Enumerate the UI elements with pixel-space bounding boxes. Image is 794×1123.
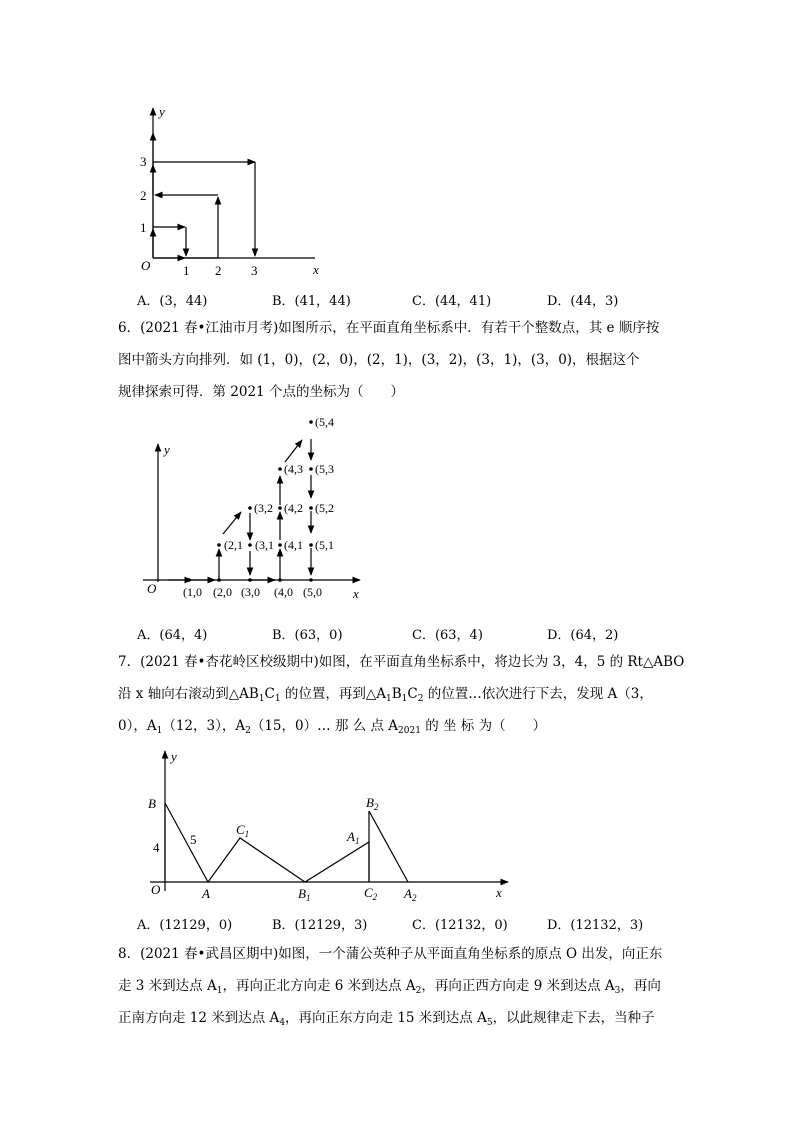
question-source: (2021 春•武昌区期中) bbox=[140, 946, 279, 962]
vertex-label: $A_2$ bbox=[404, 886, 417, 903]
point-label: (4,2 bbox=[284, 501, 303, 515]
vertex-label: $A_1$ bbox=[347, 829, 360, 846]
vertex-label: $C_1$ bbox=[236, 822, 250, 839]
question-8: 8．(2021 春•武昌区期中)如图，一个蒲公英种子从平面直角坐标系的原点 O 出发，向正东 走 3 米到达点 $A_1$，再向正北方向走 6 米到达点 $A_2$，再向正西方向走 9 米到达点 $A_3$，再向 正南方向走 12 米到达点 $A_4$，再向正东方向走 15 米到达点 $A_5$，以此规律走下去，当种子 bbox=[118, 946, 663, 1028]
y-tick-label: 1 bbox=[140, 220, 147, 235]
figure-labels bbox=[148, 749, 502, 903]
options-q7 bbox=[137, 914, 697, 934]
question-text: 规律探索可得．第 2021 个点的坐标为（ ） bbox=[118, 384, 404, 400]
question-text: 图中箭头方向排列．如 (1，0)，(2，0)，(2，1)，(3，2)，(3，1)，(3，0)，根据这个 bbox=[118, 352, 640, 368]
point-label: (2,0 bbox=[213, 585, 232, 599]
vertex-label: B bbox=[148, 796, 156, 811]
option-c[interactable]: C．(12132，0) bbox=[412, 918, 508, 933]
point-label: (3,1 bbox=[255, 538, 274, 552]
point-label: (5,3 bbox=[315, 462, 334, 476]
question-source: (2021 春•杏花岭区校级期中) bbox=[140, 654, 319, 670]
y-tick-label: 3 bbox=[140, 154, 147, 169]
vertex-label: $C_2$ bbox=[364, 885, 378, 902]
question-7: 7．(2021 春•杏花岭区校级期中)如图，在平面直角坐标系中，将边长为 3，4，5 的 Rt△ABO 沿 x 轴向右滚动到$\triangle AB_1C_1$ 的位置，再到$\triangle A_1B_1C_2$ 的位置…依次进行下去，发现 A（3， 0），$A_1(12$，3），$A_2(15$，0）… 那 么 点 $A_{2021}$ 的 坐 标 为（ ） bbox=[118, 654, 685, 736]
y-axis-label: y bbox=[159, 104, 165, 119]
rolling-triangles bbox=[165, 803, 408, 882]
x-axis-label: x bbox=[496, 885, 502, 900]
question-number: 6． bbox=[118, 320, 141, 336]
question-6: 6．(2021 春•江油市月考)如图所示，在平面直角坐标系中．有若干个整数点，其 e 顺序按 图中箭头方向排列．如 (1，0)，(2，0)，(2，1)，(3，2)，(3，1)，(3，0)，根据这个 规律探索可得．第 2021 个点的坐标为（ ） bbox=[118, 312, 688, 408]
x-tick-label: 1 bbox=[183, 263, 190, 278]
option-d[interactable]: D．(64，2) bbox=[547, 628, 619, 643]
point-label: (5,1 bbox=[315, 538, 334, 552]
option-d[interactable]: D．(12132，3) bbox=[547, 918, 644, 933]
option-b[interactable]: B．(41，44) bbox=[272, 294, 351, 309]
y-axis-label: y bbox=[164, 442, 170, 457]
point-label: (1,0 bbox=[183, 585, 202, 599]
option-d[interactable]: D．(44，3) bbox=[547, 294, 619, 309]
vertex-label: $B_2$ bbox=[366, 795, 379, 812]
option-a[interactable]: A．(12129，0) bbox=[137, 918, 233, 933]
question-number: 7． bbox=[118, 654, 141, 670]
figure-q6 bbox=[135, 412, 375, 607]
x-tick-label: 3 bbox=[251, 263, 258, 278]
figure-q7 bbox=[140, 745, 520, 905]
option-a[interactable]: A．(64，4) bbox=[137, 628, 208, 643]
point-label: (5,4 bbox=[315, 415, 334, 429]
options-q6 bbox=[137, 624, 697, 644]
option-c[interactable]: C．(44，41) bbox=[412, 294, 492, 309]
point-label: (4,3 bbox=[284, 462, 303, 476]
side-length-label: 4 bbox=[153, 840, 160, 855]
x-axis-label: x bbox=[353, 586, 359, 601]
origin-label: O bbox=[151, 882, 161, 897]
y-tick-label: 2 bbox=[140, 188, 147, 203]
origin-label: O bbox=[141, 258, 151, 273]
figure-q5 bbox=[130, 98, 340, 280]
point-label: (5,0 bbox=[303, 585, 322, 599]
question-source: (2021 春•江油市月考) bbox=[140, 320, 279, 336]
y-axis-label: y bbox=[171, 749, 177, 764]
point-label: (4,0 bbox=[274, 585, 293, 599]
option-c[interactable]: C．(63，4) bbox=[412, 628, 483, 643]
spiral-path bbox=[153, 133, 255, 258]
question-number: 8． bbox=[118, 946, 141, 962]
point-label: (3,2 bbox=[254, 501, 273, 515]
point-label: (2,1 bbox=[224, 538, 243, 552]
point-label: (4,1 bbox=[284, 538, 303, 552]
option-a[interactable]: A．(3，44) bbox=[137, 294, 208, 309]
x-tick-label: 2 bbox=[215, 263, 222, 278]
x-axis-label: x bbox=[313, 262, 319, 277]
side-length-label: 5 bbox=[190, 832, 197, 847]
point-label: (3,0 bbox=[241, 585, 260, 599]
point-label: (5,2 bbox=[315, 501, 334, 515]
options-q5 bbox=[137, 290, 697, 310]
vertex-label: $B_1$ bbox=[298, 886, 311, 903]
vertex-label: A bbox=[202, 886, 210, 901]
option-b[interactable]: B．(12129，3) bbox=[272, 918, 368, 933]
origin-label: O bbox=[147, 581, 157, 596]
option-b[interactable]: B．(63，0) bbox=[272, 628, 343, 643]
